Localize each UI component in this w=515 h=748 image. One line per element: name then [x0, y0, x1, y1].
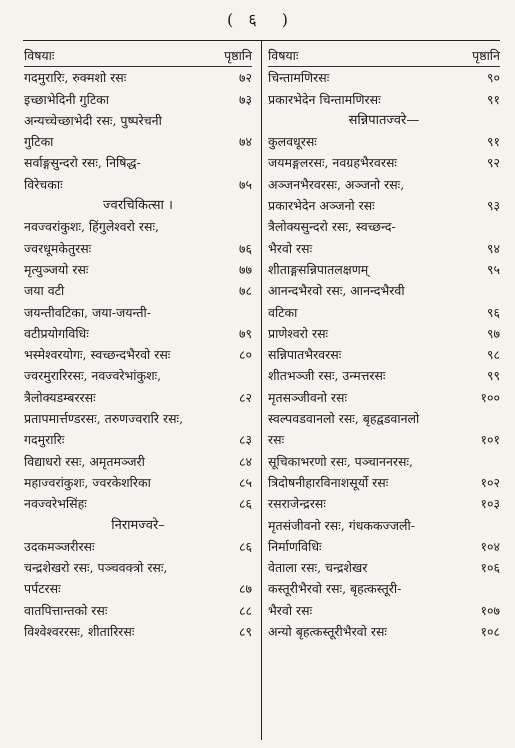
- toc-entry: [24, 174, 252, 195]
- toc-entry: [268, 408, 500, 429]
- entry-page-number: ८६: [238, 496, 252, 512]
- entry-title: निर्माणविधिः: [268, 538, 322, 554]
- entry-page-number: ९८: [486, 347, 500, 363]
- entry-page-number: ८४: [238, 453, 252, 469]
- entry-title: रसराजेन्द्ररसः: [268, 496, 326, 512]
- entry-title: कुलवधूरसः: [268, 134, 317, 150]
- entry-page-number: ८७: [238, 581, 252, 597]
- entry-page-number: १०७: [480, 602, 500, 618]
- toc-entry: [24, 302, 252, 323]
- toc-entry: [268, 515, 500, 536]
- entry-title: मृतसंजीवनो रसः, गंधककज्जली-: [268, 517, 415, 533]
- entry-title: प्रकारभेदेन अञ्जनो रसः: [268, 198, 375, 214]
- entry-title: मृत्युञ्जयो रसः: [24, 261, 89, 277]
- toc-entry: [24, 110, 252, 131]
- toc-entry: [268, 365, 500, 386]
- entry-title: स्वल्पवडवानलो रसः, बृहद्वडवानलो: [268, 411, 420, 427]
- toc-entry: [24, 578, 252, 599]
- section-heading: [24, 515, 252, 536]
- toc-entry: [24, 451, 252, 472]
- entry-title: इच्छाभेदिनी गुटिका: [24, 91, 109, 107]
- entry-title: जयन्तीवटिका, जया-जयन्ती-: [24, 304, 151, 320]
- pages-heading: पृष्ठानि: [472, 48, 500, 63]
- toc-entry: [24, 89, 252, 110]
- section-heading-text: सन्निपातज्वरे—: [348, 112, 420, 128]
- entry-page-number: ७४: [238, 134, 252, 150]
- entry-page-number: १०४: [480, 538, 500, 554]
- entry-page-number: ९७: [486, 325, 500, 341]
- entry-page-number: ७२: [238, 70, 252, 86]
- entry-page-number: ७६: [238, 240, 252, 256]
- entry-title: रसः: [268, 432, 285, 448]
- entry-page-number: १०६: [480, 560, 500, 576]
- subject-heading: विषयाः: [24, 48, 55, 63]
- toc-entry: [24, 280, 252, 301]
- toc-entry: [268, 259, 500, 280]
- entry-title: सन्निपातभैरवरसः: [268, 347, 342, 363]
- entry-page-number: ८०: [238, 347, 252, 363]
- entry-title: पर्पटरसः: [24, 581, 61, 597]
- entry-page-number: ७७: [238, 261, 252, 277]
- page-number-value: ६: [248, 10, 267, 29]
- toc-entry: [24, 323, 252, 344]
- section-heading: [268, 110, 500, 131]
- toc-entry: [268, 493, 500, 514]
- toc-entry: [24, 67, 252, 88]
- toc-entry: [268, 621, 500, 642]
- entry-page-number: ७९: [238, 325, 252, 341]
- entry-title: गदमुरारिः, रुक्मशो रसः: [24, 70, 127, 86]
- entry-title: चन्द्रशेखरो रसः, पञ्चवक्त्रो रसः,: [24, 560, 168, 576]
- entry-page-number: ८९: [238, 624, 252, 640]
- entry-title: प्रकारभेदेन चिन्तामणिरसः: [268, 91, 381, 107]
- entry-title: मृतसञ्जीवनो रसः: [268, 389, 347, 405]
- entry-title: महाज्वरांकुशः, ज्वरकेशरिका: [24, 474, 151, 490]
- entry-title: गुटिका: [24, 134, 54, 150]
- entry-page-number: ९२: [486, 155, 500, 171]
- entry-title: जयमङ्गलरसः, नवग्रहभैरवरसः: [268, 155, 397, 171]
- entry-title: वटिका: [268, 304, 298, 320]
- toc-entry: [268, 536, 500, 557]
- toc-entry: [268, 280, 500, 301]
- toc-entry: [24, 429, 252, 450]
- entry-title: अञ्जनभैरवरसः, अञ्जनो रसः,: [268, 176, 405, 192]
- entry-title: प्राणेश्वरो रसः: [268, 325, 329, 341]
- toc-entry: [268, 578, 500, 599]
- column-divider: [261, 40, 262, 740]
- toc-entry: [24, 152, 252, 173]
- entry-title: भस्मेश्वरयोगः, स्वच्छन्दभैरवो रसः: [24, 347, 171, 363]
- entry-title: आनन्दभैरवो रसः, आनन्दभैरवी: [268, 283, 405, 299]
- entry-title: चिन्तामणिरसः: [268, 70, 330, 86]
- pages-heading: पृष्ठानि: [224, 48, 252, 63]
- entry-title: नवज्वरेभसिंहः: [24, 496, 87, 512]
- entry-title: अन्यच्चेच्छाभेदी रसः, पुष्परेचनी: [24, 112, 162, 128]
- entry-page-number: ९१: [486, 91, 500, 107]
- entry-title: भैरवो रसः: [268, 240, 313, 256]
- entry-page-number: ९०: [486, 70, 500, 86]
- toc-entry: [24, 600, 252, 621]
- entry-title: त्रैलोक्यडम्बररसः: [24, 389, 96, 405]
- entry-page-number: ९९: [486, 368, 500, 384]
- toc-entry: [24, 408, 252, 429]
- left-column: [24, 45, 252, 642]
- toc-entry: [268, 387, 500, 408]
- toc-entry: [24, 238, 252, 259]
- entry-title: प्रतापमार्त्तण्डरसः, तरुणज्वरारि रसः,: [24, 411, 184, 427]
- toc-entry: [24, 493, 252, 514]
- toc-entry: [268, 131, 500, 152]
- toc-entry: [268, 472, 500, 493]
- entry-title: त्रिदोषनीहारविनाशसूर्यो रसः: [268, 474, 389, 490]
- section-heading-text: निरामज्वरे–: [111, 517, 165, 533]
- toc-entry: [268, 67, 500, 88]
- entry-title: कस्तूरीभैरवो रसः, बृहत्कस्तूरी-: [268, 581, 402, 597]
- entry-page-number: ९५: [486, 261, 500, 277]
- toc-entry: [24, 216, 252, 237]
- toc-entry: [24, 536, 252, 557]
- section-heading: [24, 195, 252, 216]
- toc-entry: [268, 216, 500, 237]
- entry-title: अन्यो बृहत्कस्तूरीभैरवो रसः: [268, 624, 387, 640]
- entry-title: त्रैलोक्यसुन्दरो रसः, स्वच्छन्द-: [268, 219, 396, 235]
- entry-page-number: १०३: [480, 496, 500, 512]
- entry-title: वेताला रसः, चन्द्रशेखर: [268, 560, 368, 576]
- entry-title: नवज्वरांकुशः, हिंगुलेश्वरो रसः,: [24, 219, 159, 235]
- entry-page-number: ८५: [238, 474, 252, 490]
- toc-entry: [24, 472, 252, 493]
- entry-page-number: ७३: [238, 91, 252, 107]
- toc-entry: [268, 89, 500, 110]
- entry-title: सर्वाङ्गसुन्दरो रसः, निषिद्ध-: [24, 155, 141, 171]
- entry-page-number: ९६: [486, 304, 500, 320]
- section-heading-text: ज्वरचिकित्सा ।: [103, 198, 173, 214]
- right-column-header: [268, 45, 500, 67]
- toc-entry: [268, 195, 500, 216]
- toc-entry: [268, 557, 500, 578]
- entry-page-number: १०२: [480, 474, 500, 490]
- toc-entry: [268, 451, 500, 472]
- entry-title: भैरवो रसः: [268, 602, 313, 618]
- entry-page-number: ७८: [238, 283, 252, 299]
- toc-entry: [268, 238, 500, 259]
- subject-heading: विषयाः: [268, 48, 299, 63]
- entry-page-number: ८२: [238, 389, 252, 405]
- toc-entry: [268, 302, 500, 323]
- entry-title: सूचिकाभरणो रसः, पञ्चाननरसः,: [268, 453, 413, 469]
- entry-page-number: ८६: [238, 538, 252, 554]
- toc-entry: [268, 152, 500, 173]
- entry-page-number: ९१: [486, 134, 500, 150]
- toc-entry: [24, 259, 252, 280]
- entry-title: विद्याधरो रसः, अमृतमञ्जरी: [24, 453, 145, 469]
- toc-entry: [24, 387, 252, 408]
- entry-title: ज्वरमुरारिरसः, नवज्वरेभांकुशः,: [24, 368, 162, 384]
- entry-title: उदकमञ्जरीरसः: [24, 538, 95, 554]
- toc-entry: [268, 323, 500, 344]
- entry-title: जया वटी: [24, 283, 65, 299]
- entry-page-number: ७५: [238, 176, 252, 192]
- entry-page-number: १००: [480, 389, 500, 405]
- right-column: [268, 45, 500, 642]
- entry-title: वटीप्रयोगविधिः: [24, 325, 89, 341]
- entry-page-number: १०१: [480, 432, 500, 448]
- toc-entry: [268, 174, 500, 195]
- entry-page-number: ९४: [486, 240, 500, 256]
- entry-page-number: ९३: [486, 198, 500, 214]
- toc-entry: [24, 344, 252, 365]
- entry-title: गदमुरारिः: [24, 432, 65, 448]
- toc-entry: [24, 557, 252, 578]
- entry-title: शीताङ्गसन्निपातलक्षणम्: [268, 261, 369, 277]
- entry-title: शीतभञ्जी रसः, उन्मत्तरसः: [268, 368, 386, 384]
- entry-title: वातपित्तान्तको रसः: [24, 602, 108, 618]
- page-number: ( ६ ): [226, 10, 288, 29]
- toc-entry: [24, 131, 252, 152]
- toc-entry: [24, 365, 252, 386]
- entry-title: ज्वरधूमकेतुरसः: [24, 240, 92, 256]
- toc-entry: [268, 429, 500, 450]
- left-column-header: [24, 45, 252, 67]
- entry-title: विरेचकाः: [24, 176, 63, 192]
- toc-entry: [268, 344, 500, 365]
- entry-page-number: ८८: [238, 602, 252, 618]
- entry-title: विश्वेश्वररसः, शीतारिरसः: [24, 624, 135, 640]
- entry-page-number: १०८: [480, 624, 500, 640]
- entry-page-number: ८३: [238, 432, 252, 448]
- toc-entry: [24, 621, 252, 642]
- toc-entry: [268, 600, 500, 621]
